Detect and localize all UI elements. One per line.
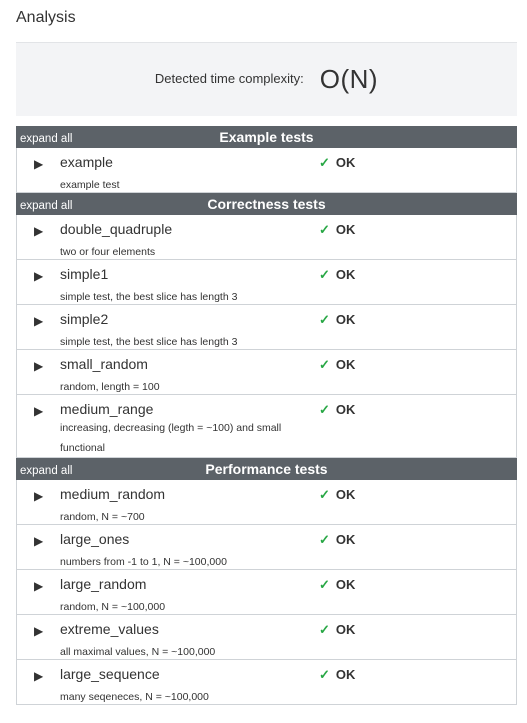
test-status	[319, 532, 355, 548]
checkmark-icon: ✓	[319, 155, 330, 170]
complexity-value: O(N)	[319, 64, 379, 94]
status-text: OK	[335, 577, 356, 592]
checkmark-icon: ✓	[319, 267, 330, 282]
triangle-right-icon[interactable]: ▶	[34, 157, 44, 171]
checkmark-icon: ✓	[319, 532, 330, 547]
test-name: medium_random	[60, 486, 166, 502]
status-text: OK	[335, 487, 356, 502]
test-name: example	[60, 154, 113, 170]
test-description: numbers from -1 to 1, N = ~100,000	[60, 556, 227, 568]
test-name: simple1	[60, 266, 109, 282]
test-status	[319, 357, 355, 373]
test-status	[319, 577, 355, 593]
checkmark-icon: ✓	[319, 487, 330, 502]
checkmark-icon: ✓	[319, 222, 330, 237]
test-status	[319, 402, 355, 418]
checkmark-icon: ✓	[319, 312, 330, 327]
triangle-right-icon[interactable]: ▶	[34, 359, 44, 373]
checkmark-icon: ✓	[319, 622, 330, 637]
test-row[interactable]	[16, 395, 517, 458]
test-row[interactable]	[16, 615, 517, 660]
triangle-right-icon[interactable]: ▶	[34, 624, 44, 638]
triangle-right-icon[interactable]: ▶	[34, 269, 44, 283]
correctness-tests-header	[16, 193, 517, 215]
triangle-right-icon[interactable]: ▶	[34, 579, 44, 593]
status-text: OK	[335, 532, 356, 547]
expand-all-performance-button[interactable]: expand all	[20, 465, 73, 477]
test-row[interactable]	[16, 570, 517, 615]
test-row[interactable]	[16, 350, 517, 395]
status-text: OK	[335, 267, 356, 282]
test-name: double_quadruple	[60, 221, 173, 237]
checkmark-icon: ✓	[319, 357, 330, 372]
checkmark-icon: ✓	[319, 402, 330, 417]
group-title: Performance tests	[205, 461, 328, 477]
complexity-summary	[16, 42, 517, 116]
test-name: extreme_values	[60, 621, 159, 637]
triangle-right-icon[interactable]: ▶	[34, 534, 44, 548]
test-row[interactable]	[16, 480, 517, 525]
test-status	[319, 155, 355, 171]
test-row[interactable]	[16, 660, 517, 705]
test-row[interactable]	[16, 260, 517, 305]
checkmark-icon: ✓	[319, 667, 330, 682]
status-text: OK	[335, 222, 356, 237]
test-description: random, length = 100	[60, 381, 160, 393]
test-description: example test	[60, 179, 120, 191]
triangle-right-icon[interactable]: ▶	[34, 489, 44, 503]
test-description: simple test, the best slice has length 3	[60, 291, 238, 303]
performance-tests-header	[16, 458, 517, 480]
test-description: many seqeneces, N = ~100,000	[60, 691, 209, 703]
test-description: random, N = ~700	[60, 511, 145, 523]
test-description: random, N = ~100,000	[60, 601, 166, 613]
test-description: increasing, decreasing (legth = ~100) and small functional	[60, 422, 282, 454]
test-status	[319, 312, 355, 328]
status-text: OK	[335, 667, 356, 682]
test-status	[319, 667, 355, 683]
test-row[interactable]	[16, 305, 517, 350]
test-name: medium_range	[60, 401, 154, 417]
page-title: Analysis	[16, 9, 76, 26]
status-text: OK	[335, 357, 356, 372]
test-description: simple test, the best slice has length 3	[60, 336, 238, 348]
test-results	[16, 126, 517, 705]
status-text: OK	[335, 155, 356, 170]
test-status	[319, 487, 355, 503]
test-row[interactable]	[16, 148, 517, 193]
test-name: large_ones	[60, 531, 130, 547]
test-name: simple2	[60, 311, 109, 327]
test-name: large_sequence	[60, 666, 160, 682]
example-tests-header	[16, 126, 517, 148]
checkmark-icon: ✓	[319, 577, 330, 592]
triangle-right-icon[interactable]: ▶	[34, 314, 44, 328]
test-status	[319, 622, 355, 638]
status-text: OK	[335, 622, 356, 637]
test-status	[319, 267, 355, 283]
test-row[interactable]	[16, 215, 517, 260]
group-title: Example tests	[219, 129, 314, 145]
test-status	[319, 222, 355, 238]
test-name: large_random	[60, 576, 147, 592]
triangle-right-icon[interactable]: ▶	[34, 404, 44, 418]
triangle-right-icon[interactable]: ▶	[34, 669, 44, 683]
test-description: two or four elements	[60, 246, 156, 258]
status-text: OK	[335, 402, 356, 417]
expand-all-example-button[interactable]: expand all	[20, 133, 73, 145]
group-title: Correctness tests	[207, 196, 326, 212]
test-description: all maximal values, N = ~100,000	[60, 646, 216, 658]
triangle-right-icon[interactable]: ▶	[34, 224, 44, 238]
status-text: OK	[335, 312, 356, 327]
test-row[interactable]	[16, 525, 517, 570]
expand-all-correctness-button[interactable]: expand all	[20, 200, 73, 212]
test-name: small_random	[60, 356, 148, 372]
complexity-label: Detected time complexity:	[154, 71, 304, 86]
